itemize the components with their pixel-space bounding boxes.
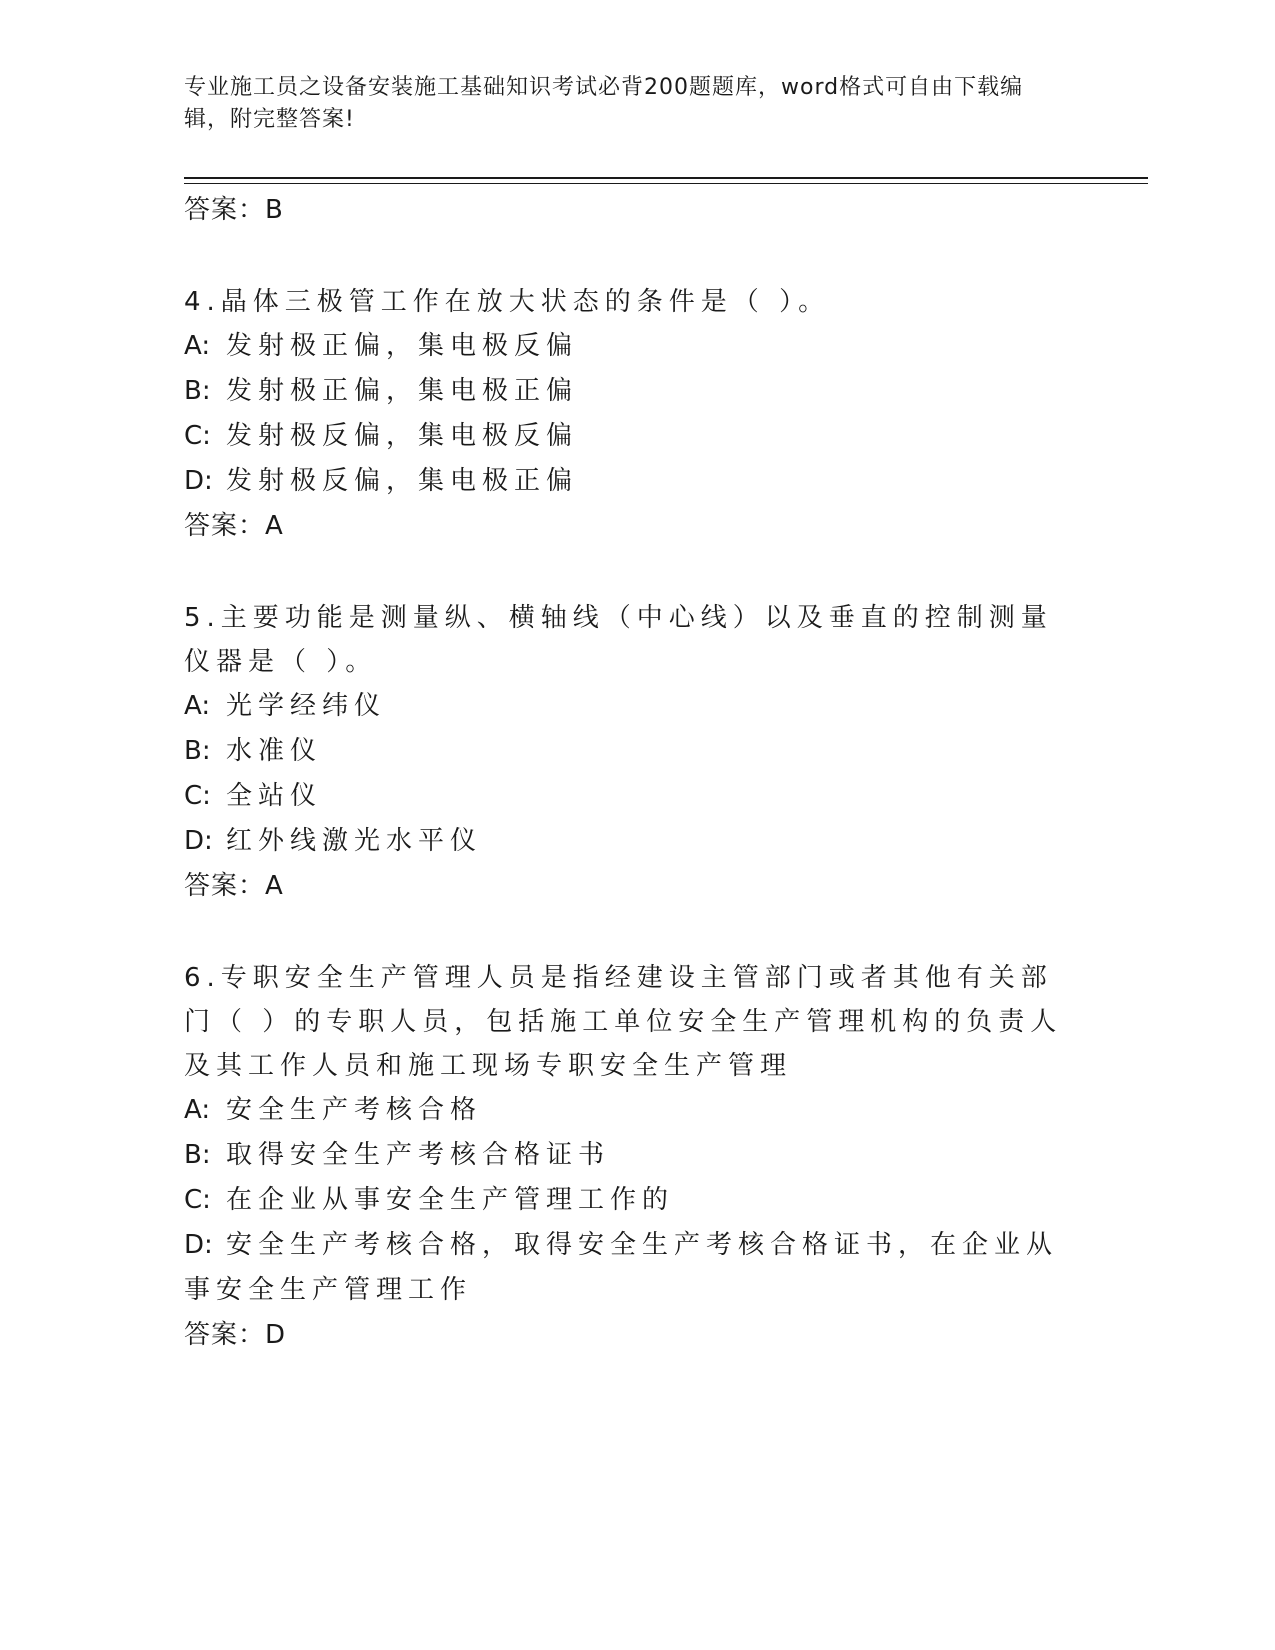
option-text: 发射极正偏，集电极反偏 bbox=[226, 331, 579, 361]
option-key: A: bbox=[184, 691, 211, 721]
option-d bbox=[184, 459, 1084, 504]
option-text: 发射极反偏，集电极反偏 bbox=[226, 421, 579, 451]
question-block bbox=[184, 596, 1084, 908]
answer-line: 答案：D bbox=[184, 1320, 287, 1350]
option-a bbox=[184, 684, 1084, 729]
option-key: B: bbox=[184, 736, 211, 766]
option-text: 取得安全生产考核合格证书 bbox=[226, 1140, 611, 1170]
option-key: D: bbox=[184, 1230, 213, 1260]
header-divider-thick bbox=[184, 177, 1148, 179]
page-header-title: 专业施工员之设备安装施工基础知识考试必背200题题库，word格式可自由下载编辑，附完整答案! bbox=[184, 75, 1024, 132]
option-text: 发射极正偏，集电极正偏 bbox=[226, 376, 579, 406]
answer-line: 答案：A bbox=[184, 511, 284, 541]
option-text: 在企业从事安全生产管理工作的 bbox=[226, 1185, 675, 1215]
option-key: B: bbox=[184, 376, 211, 406]
option-c bbox=[184, 1178, 1084, 1223]
question-stem: 4.晶体三极管工作在放大状态的条件是（ ）。 bbox=[184, 287, 831, 317]
option-text: 安全生产考核合格 bbox=[226, 1095, 483, 1125]
option-b bbox=[184, 369, 1084, 414]
option-key: C: bbox=[184, 1185, 211, 1215]
question-stem: 5.主要功能是测量纵、横轴线（中心线）以及垂直的控制测量仪器是（ ）。 bbox=[184, 603, 1053, 677]
option-a bbox=[184, 324, 1084, 369]
option-d bbox=[184, 819, 1084, 864]
option-key: B: bbox=[184, 1140, 211, 1170]
option-key: A: bbox=[184, 1095, 211, 1125]
option-key: D: bbox=[184, 826, 213, 856]
header-divider-thin bbox=[184, 183, 1148, 184]
answer-line: 答案：A bbox=[184, 871, 284, 901]
option-text: 发射极反偏，集电极正偏 bbox=[226, 466, 579, 496]
question-block bbox=[184, 280, 1084, 548]
option-d bbox=[184, 1223, 1084, 1313]
option-text: 红外线激光水平仪 bbox=[226, 826, 483, 856]
option-text: 全站仪 bbox=[226, 781, 323, 811]
option-b bbox=[184, 729, 1084, 774]
option-a bbox=[184, 1088, 1084, 1133]
option-c bbox=[184, 414, 1084, 459]
option-key: C: bbox=[184, 781, 211, 811]
question-stem: 6.专职安全生产管理人员是指经建设主管部门或者其他有关部门（ ）的专职人员，包括施工单位安全生产管理机构的负责人及其工作人员和施工现场专职安全生产管理 bbox=[184, 963, 1063, 1081]
option-key: A: bbox=[184, 331, 211, 361]
option-b bbox=[184, 1133, 1084, 1178]
option-key: C: bbox=[184, 421, 211, 451]
question-block bbox=[184, 956, 1084, 1357]
option-c bbox=[184, 774, 1084, 819]
answer-line: 答案：B bbox=[184, 195, 284, 225]
option-text: 安全生产考核合格，取得安全生产考核合格证书，在企业从事安全生产管理工作 bbox=[184, 1230, 1059, 1305]
question-list bbox=[184, 188, 1084, 1357]
option-text: 水准仪 bbox=[226, 736, 323, 766]
option-key: D: bbox=[184, 466, 213, 496]
option-text: 光学经纬仪 bbox=[226, 691, 387, 721]
